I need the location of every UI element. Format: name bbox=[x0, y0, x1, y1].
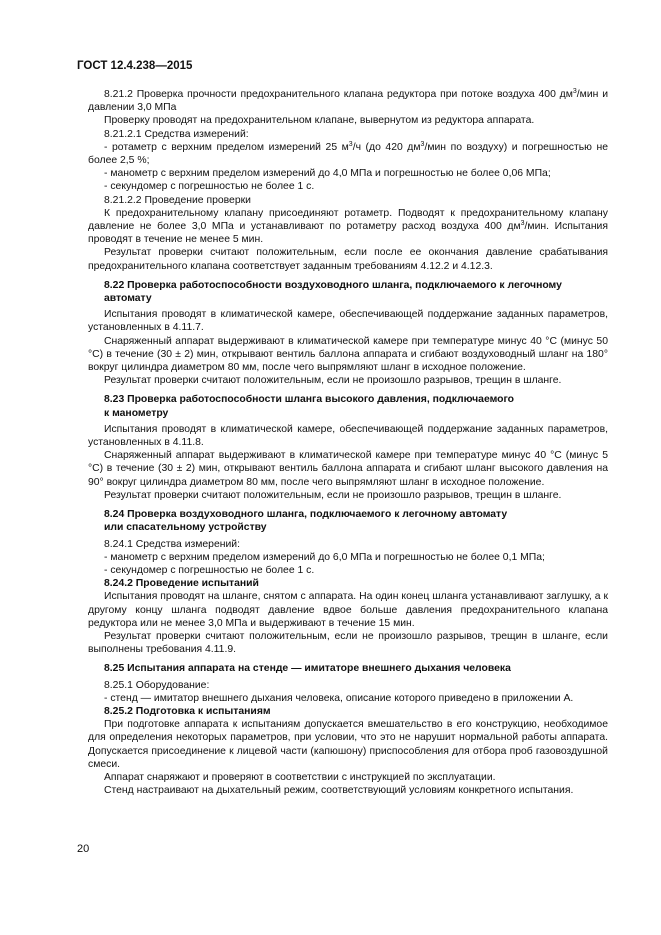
paragraph: Испытания проводят в климатической камере, обеспечивающей поддержание заданных параметров, установленных в 4.11.8. bbox=[88, 423, 608, 449]
paragraph: Снаряженный аппарат выдерживают в климатической камере при температуре минус 40 °С (минус 50 °С) в течение (30 ± 2) мин, открывают вентиль баллона аппарата и сгибают воздуховодный шланг на 180° вокруг цилиндра диаметром 80 мм, после чего выпрямляют шланг в исходное положение. bbox=[88, 335, 608, 374]
paragraph-8-21-2: 8.21.2 Проверка прочности предохранительного клапана редуктора при потоке воздуха 400 $дм^3$/мин и давлении 3,0 МПа bbox=[88, 88, 608, 114]
paragraph: Результат проверки считают положительным, если не произошло разрывов, трещин в шланге. bbox=[104, 375, 562, 387]
section-heading-8-25: 8.25 Испытания аппарата на стенде — имитаторе внешнего дыхания человека bbox=[104, 663, 511, 675]
paragraph: 8.21.2.2 Проведение проверки bbox=[104, 194, 251, 206]
section-heading-8-23: 8.23 Проверка работоспособности шланга высокого давления, подключаемого к манометру bbox=[104, 394, 515, 419]
paragraph: 8.21.2.1 Средства измерений: bbox=[104, 128, 249, 140]
paragraph: Результат проверки считают положительным, если не произошло разрывов, трещин в шланге. bbox=[104, 489, 562, 501]
paragraph: 8.25.1 Оборудование: bbox=[104, 679, 210, 691]
paragraph: Испытания проводят в климатической камере, обеспечивающей поддержание заданных параметров, установленных в 4.11.7. bbox=[88, 309, 608, 334]
list-item: - стенд — имитатор внешнего дыхания человека, описание которого приведено в приложении А. bbox=[104, 692, 574, 704]
paragraph: Результат проверки считают положительным, если после ее окончания давление срабатывания предохранительного клапана соответствует заданным требованиям 4.12.2 и 4.12.3. bbox=[88, 247, 608, 272]
list-item: - манометр с верхним пределом измерений до 6,0 МПа и погрешностью не более 0,1 МПа; bbox=[104, 551, 545, 563]
page-number: 20 bbox=[77, 843, 90, 855]
paragraph: Проверку проводят на предохранительном клапане, вывернутом из редуктора аппарата. bbox=[104, 115, 535, 127]
paragraph: К предохранительному клапану присоединяют ротаметр. Подводят к предохранительному клапану давление не более 3,0 МПа и устанавливают по ротаметру расход воздуха 400 $дм^3$/мин. Испытания проводят в течение не менее 5 мин. bbox=[88, 207, 608, 246]
paragraph: Результат проверки считают положительным, если не произошло разрывов, трещин в шланге, если выполнены требования 4.11.9. bbox=[88, 630, 608, 656]
standard-header: ГОСТ 12.4.238—2015 bbox=[77, 60, 193, 72]
list-item: - секундомер с погрешностью не более 1 с. bbox=[104, 181, 315, 193]
paragraph: 8.24.1 Средства измерений: bbox=[104, 538, 240, 550]
list-item: - манометр с верхним пределом измерений до 4,0 МПа и погрешностью не более 0,06 МПа; bbox=[104, 168, 551, 180]
paragraph: Испытания проводят на шланге, снятом с аппарата. На один конец шланга устанавливают заглушку, а к другому концу шланга подводят давление вдвое больше давления предохранительного клапана редуктора или не менее 3,0 МПа и выдерживают в течение 15 мин. bbox=[88, 591, 608, 629]
list-item: - ротаметр с верхним пределом измерений 25 $м^3/ч$ (до 420 $дм^3$/мин по воздуху) и погрешностью не более 2,5 %; bbox=[88, 140, 608, 167]
subsection-heading-8-24-2: 8.24.2 Проведение испытаний bbox=[104, 578, 259, 590]
paragraph: Снаряженный аппарат выдерживают в климатической камере при температуре минус 40 °С (минус 5 °С) в течение (30 ± 2) мин, открывают вентиль баллона аппарата и сгибают шланг высокого давления на 90° вокруг цилиндра диаметром 80 мм, после чего выпрямляют шланг в исходное положение. bbox=[88, 450, 608, 488]
subsection-heading-8-25-2: 8.25.2 Подготовка к испытаниям bbox=[104, 705, 271, 717]
paragraph: Стенд настраивают на дыхательный режим, соответствующий условиям конкретного испытания. bbox=[104, 785, 574, 797]
paragraph: Аппарат снаряжают и проверяют в соответствии с инструкцией по эксплуатации. bbox=[104, 771, 496, 783]
document-body bbox=[88, 88, 608, 797]
paragraph: При подготовке аппарата к испытаниям допускается вмешательство в его конструкцию, необходимое для определения некоторых параметров, при условии, что это не нарушит нормальной работы аппарата. Допускается присоединение к лицевой части (капюшону) приспособления для отбора проб газовоздушной смеси. bbox=[88, 719, 608, 770]
section-heading-8-24: 8.24 Проверка воздуховодного шланга, подключаемого к легочному автомату или спасательному устройству bbox=[104, 509, 508, 534]
list-item: - секундомер с погрешностью не более 1 с. bbox=[104, 564, 315, 576]
section-heading-8-22: 8.22 Проверка работоспособности воздуховодного шланга, подключаемого к легочному автомату bbox=[104, 279, 562, 305]
